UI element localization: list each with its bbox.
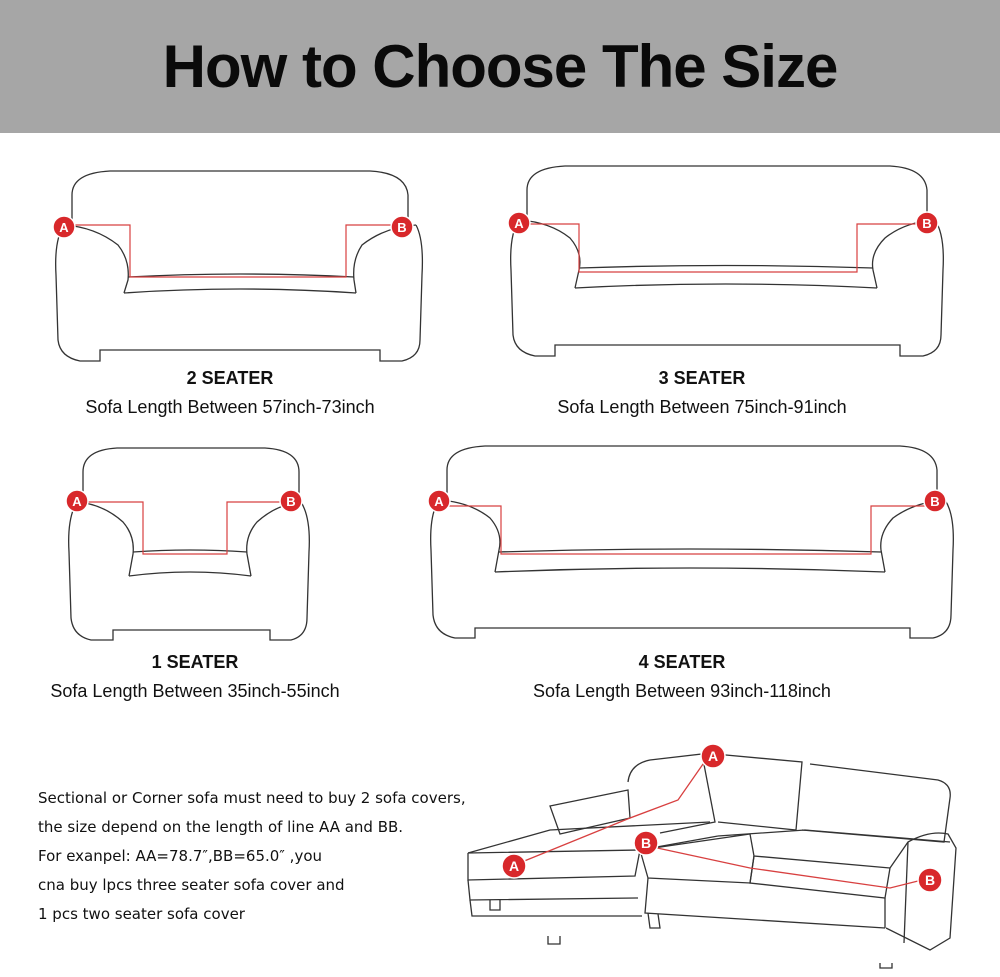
svg-text:B: B [397, 220, 407, 235]
caption-1-seater [10, 652, 380, 702]
svg-text:A: A [508, 858, 520, 874]
marker-b-icon [280, 490, 302, 512]
svg-text:A: A [707, 748, 719, 764]
seater-label: 1 SEATER [151, 652, 239, 672]
length-label: Sofa Length Between 93inch-118inch [533, 681, 831, 701]
marker-a-top-icon [701, 744, 725, 768]
note-line: For exanpel: AA=78.7″,BB=65.0″ ,you [38, 847, 323, 865]
caption-3-seater [500, 368, 904, 418]
seater-label: 2 SEATER [186, 368, 274, 388]
length-label: Sofa Length Between 75inch-91inch [557, 397, 847, 417]
marker-a-icon [66, 490, 88, 512]
caption-2-seater [30, 368, 430, 418]
note-line: 1 pcs two seater sofa cover [38, 905, 245, 923]
sofa-3-seater-diagram [495, 160, 960, 365]
svg-text:A: A [59, 220, 69, 235]
svg-text:B: B [922, 216, 932, 231]
page-title: How to Choose The Size [162, 33, 838, 100]
marker-b-icon [924, 490, 946, 512]
svg-text:B: B [924, 872, 936, 888]
marker-a-bottom-icon [502, 854, 526, 878]
sofa-4-seater-diagram [415, 440, 975, 650]
caption-4-seater [490, 652, 874, 702]
sofa-2-seater-diagram [40, 165, 440, 370]
sectional-sofa-diagram [460, 738, 970, 970]
marker-a-icon [53, 216, 75, 238]
marker-b-icon [391, 216, 413, 238]
svg-text:B: B [930, 494, 940, 509]
note-line: the size depend on the length of line AA and BB. [38, 818, 404, 836]
seater-label: 3 SEATER [658, 368, 746, 388]
marker-b-right-icon [918, 868, 942, 892]
svg-text:A: A [434, 494, 444, 509]
sofa-1-seater-diagram [55, 440, 325, 650]
marker-b-icon [916, 212, 938, 234]
marker-a-icon [428, 490, 450, 512]
marker-b-left-icon [634, 831, 658, 855]
svg-text:B: B [286, 494, 296, 509]
length-label: Sofa Length Between 57inch-73inch [85, 397, 375, 417]
seater-label: 4 SEATER [638, 652, 726, 672]
svg-text:A: A [514, 216, 524, 231]
note-line: Sectional or Corner sofa must need to buy 2 sofa covers, [38, 789, 466, 807]
svg-text:A: A [72, 494, 82, 509]
marker-a-icon [508, 212, 530, 234]
svg-text:B: B [640, 835, 652, 851]
header-banner [0, 0, 1000, 133]
note-line: cna buy lpcs three seater sofa cover and [38, 876, 345, 894]
length-label: Sofa Length Between 35inch-55inch [50, 681, 340, 701]
